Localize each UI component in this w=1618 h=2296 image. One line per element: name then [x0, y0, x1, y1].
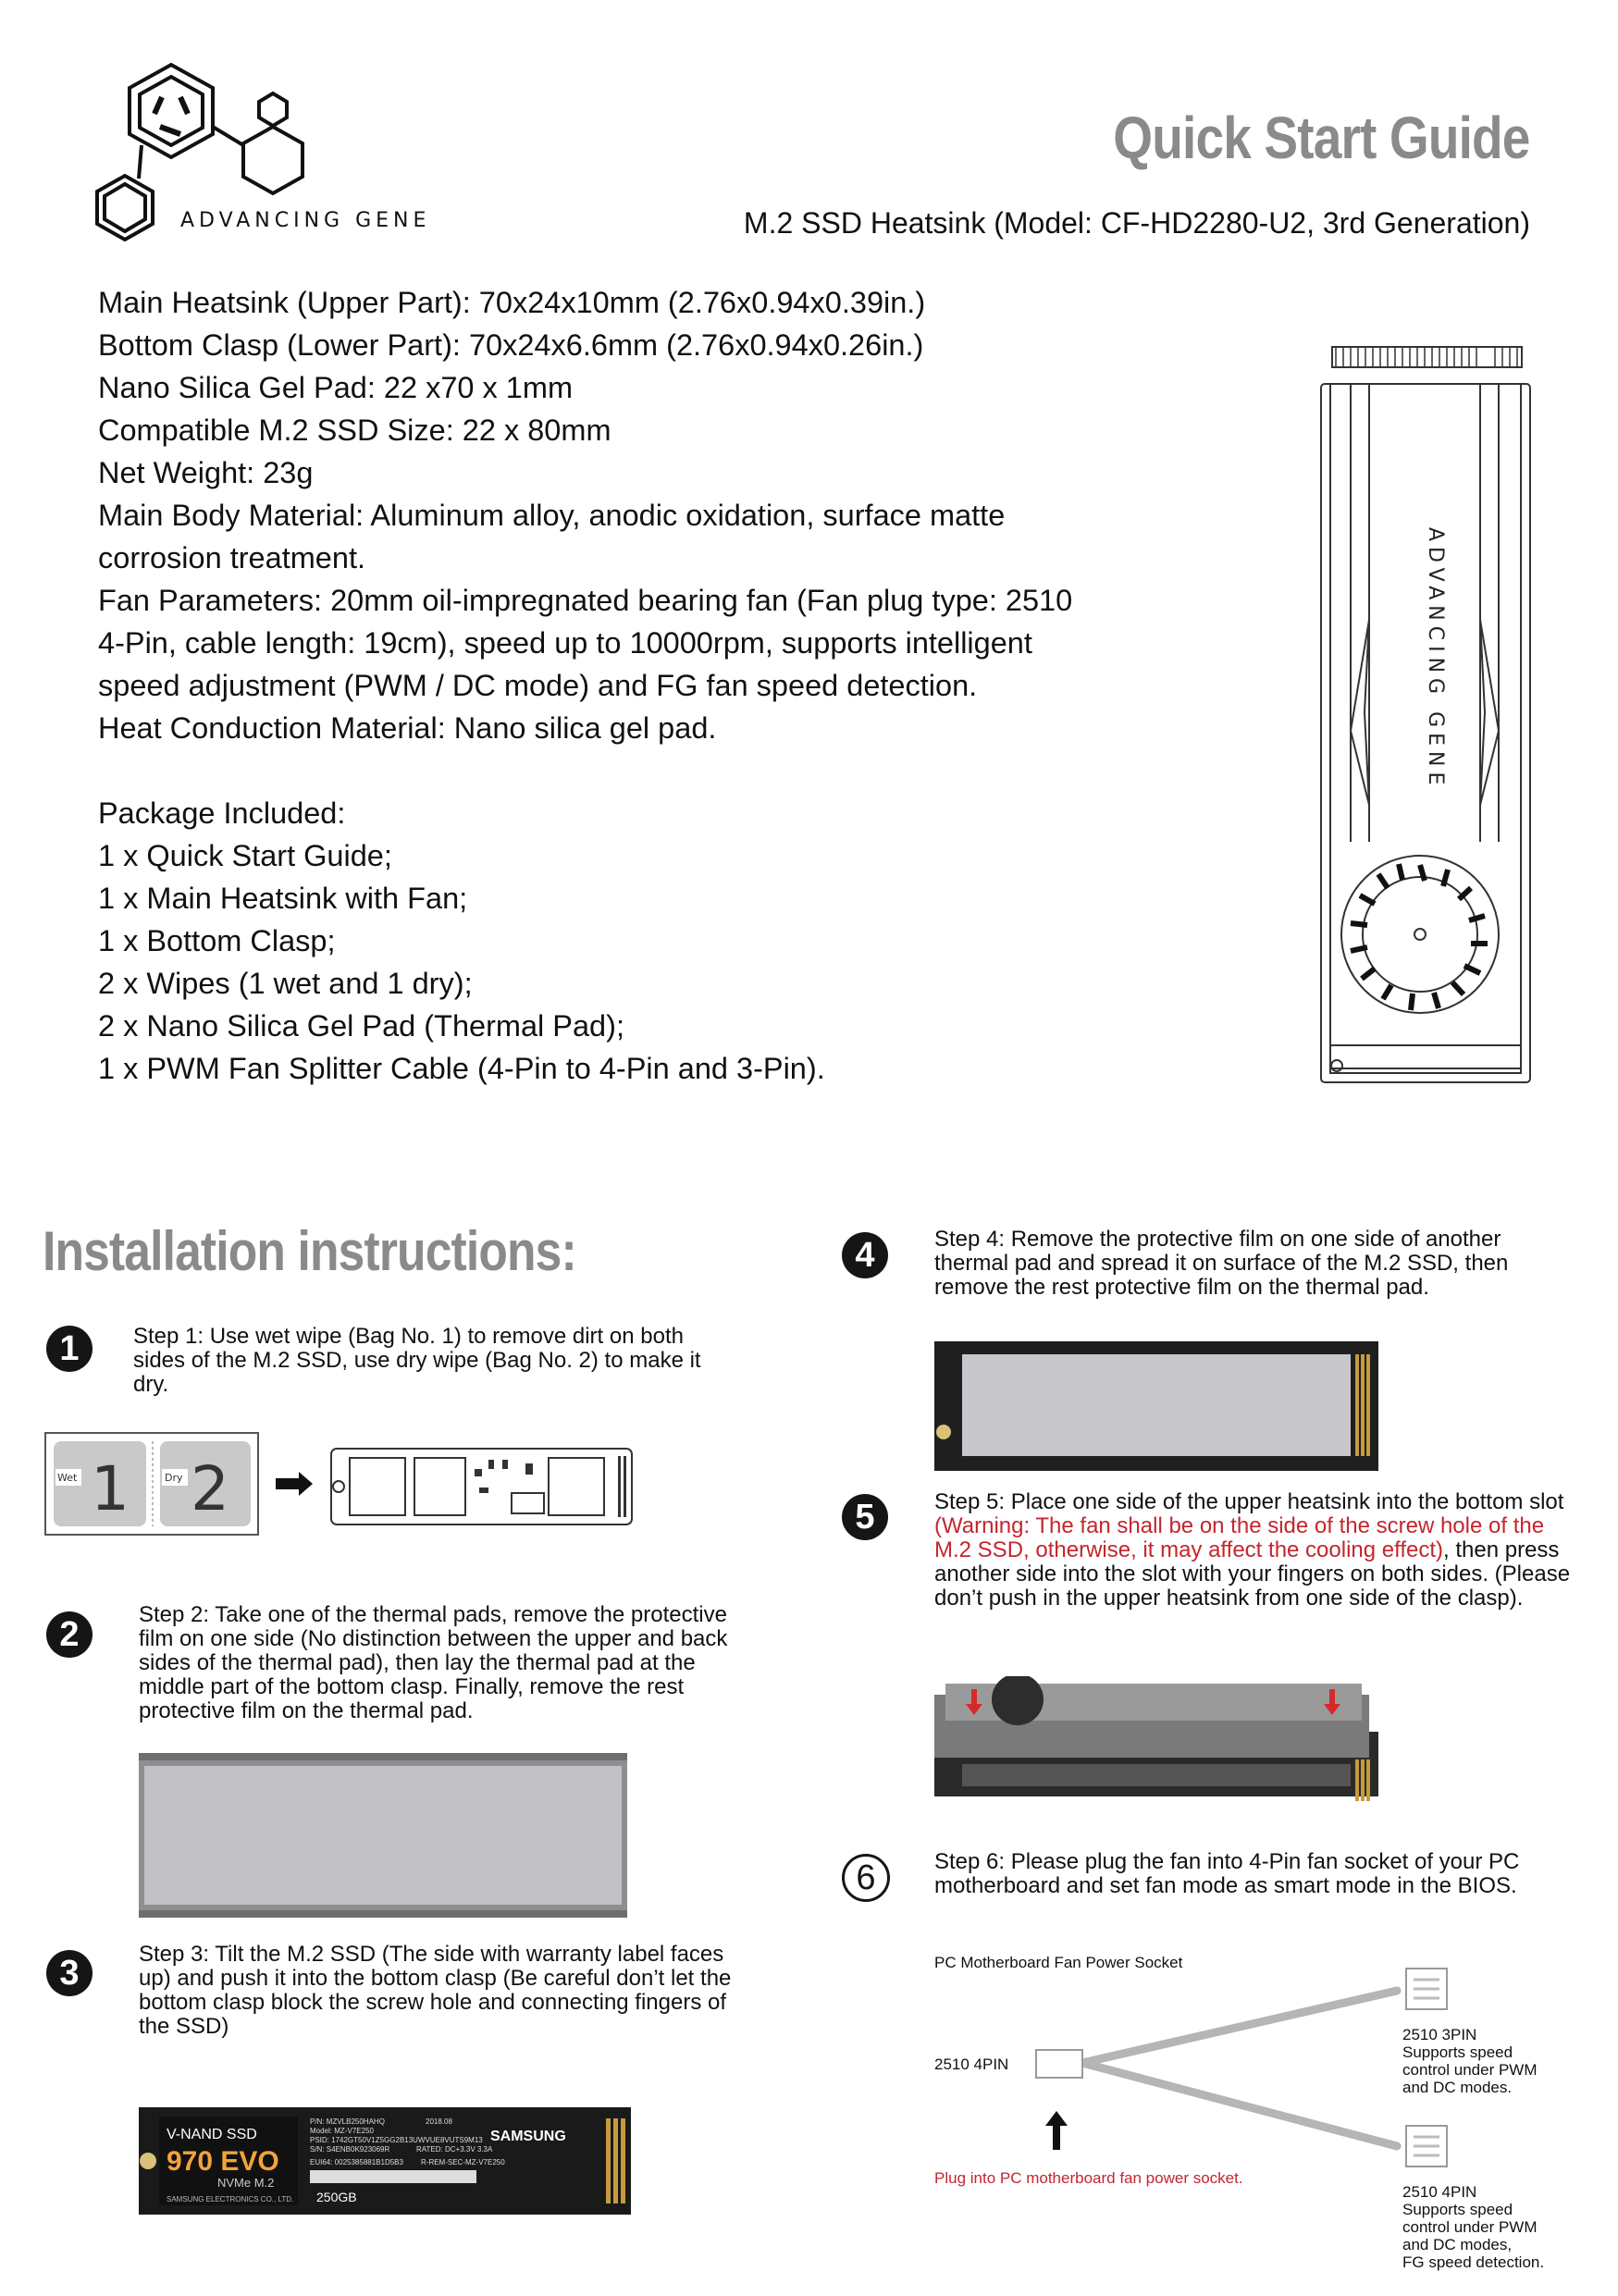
spec-line: Nano Silica Gel Pad: 22 x70 x 1mm: [98, 371, 574, 404]
spec-line: 4-Pin, cable length: 19cm), speed up to 10000rpm, supports intelligent: [98, 626, 1032, 660]
step-1-number: 1: [46, 1326, 93, 1372]
package-item: 1 x Quick Start Guide;: [98, 839, 392, 872]
package-item: 1 x Bottom Clasp;: [98, 924, 336, 957]
spec-line: Main Heatsink (Upper Part): 70x24x10mm (2.76x0.94x0.39in.): [98, 286, 926, 319]
out-3pin-line: and DC modes.: [1402, 2079, 1513, 2096]
step-2-text: Step 2: Take one of the thermal pads, remove the protective film on one side (No distinction between the upper and back sides of the thermal pad), then lay the thermal pad at the middle part of the bottom clasp. Finally, remove the rest protective film on the thermal pad.: [139, 1602, 728, 1723]
spec-line: Main Body Material: Aluminum alloy, anodic oxidation, surface matte: [98, 499, 1006, 532]
out-4pin-caption: [1402, 2183, 1544, 2271]
plug-4pin-connector: [1036, 2050, 1082, 2078]
ssd-eui: EUI64: 0025385881B1D5B3: [310, 2158, 403, 2166]
out-4pin-line: and DC modes,: [1402, 2236, 1513, 2253]
package-item: 2 x Wipes (1 wet and 1 dry);: [98, 967, 473, 1000]
spec-line: Heat Conduction Material: Nano silica gel pad.: [98, 711, 717, 745]
spec-line: corrosion treatment.: [98, 541, 366, 574]
wipe-wet-tag: Wet: [57, 1472, 78, 1484]
advancing-gene-logo: [88, 60, 523, 245]
out-3pin-line: control under PWM: [1402, 2061, 1538, 2079]
ssd-series-label: V-NAND SSD: [167, 2127, 257, 2142]
out-4pin-line: control under PWM: [1402, 2218, 1538, 2236]
package-item: 2 x Nano Silica Gel Pad (Thermal Pad);: [98, 1009, 624, 1043]
plug-instruction: Plug into PC motherboard fan power socket.: [934, 2169, 1243, 2187]
spec-line: Bottom Clasp (Lower Part): 70x24x6.6mm (2.76x0.94x0.26in.): [98, 328, 924, 362]
ssd-pn: P/N: MZVLB250HAHQ: [310, 2117, 385, 2126]
ssd-maker-label: SAMSUNG ELECTRONICS CO., LTD.: [167, 2195, 294, 2203]
ssd-rated: RATED: DC+3.3V 3.3A: [416, 2145, 493, 2154]
step-4-text: Step 4: Remove the protective film on one side of another thermal pad and spread it on surface of the M.2 SSD, then remove the rest protective film on the thermal pad.: [934, 1227, 1509, 1300]
step-5-warning: (Warning: The fan shall be on the side of the screw hole of the M.2 SSD, otherwise, it may affect the cooling effect): [934, 1513, 1545, 1562]
step-1-illustration: [44, 1432, 644, 1536]
heatsink-assembly-image: [934, 1676, 1378, 1815]
out-3pin-caption: [1402, 2026, 1538, 2096]
step-5-text-b: , then press another side into the slot with your fingers on both sides. (Please don’t push in the upper heatsink from one side of the clasp).: [934, 1537, 1571, 1611]
out-4pin-line: Supports speed: [1402, 2201, 1513, 2218]
installation-title: Installation instructions:: [43, 1220, 576, 1282]
step-5-number: 5: [842, 1494, 888, 1540]
ssd-model-label: 970 EVO: [167, 2146, 279, 2177]
brand-text: ADVANCING GENE: [180, 209, 431, 232]
step-4-number: 4: [842, 1232, 888, 1278]
out-4pin-title: 2510 4PIN: [1402, 2183, 1477, 2201]
ssd-date: 2018.08: [426, 2117, 452, 2126]
plug-label: 2510 4PIN: [934, 2055, 1009, 2073]
spec-line: Net Weight: 23g: [98, 456, 314, 489]
bottom-clasp-with-pad-image: [139, 1753, 627, 1918]
page-subtitle: M.2 SSD Heatsink (Model: CF-HD2280-U2, 3rd Generation): [743, 206, 1530, 240]
arrow-up-icon: [1045, 2111, 1068, 2150]
ssd-rem: R-REM-SEC-MZ-V7E250: [421, 2158, 505, 2166]
step-1-text: Step 1: Use wet wipe (Bag No. 1) to remove dirt on both sides of the M.2 SSD, use dry wipe (Bag No. 2) to make it dry.: [133, 1324, 701, 1397]
out-4pin-line: FG speed detection.: [1402, 2253, 1545, 2271]
spec-line: Compatible M.2 SSD Size: 22 x 80mm: [98, 414, 611, 447]
ssd-sn: S/N: S4ENB0K923069R: [310, 2145, 390, 2154]
ssd-psid: PSID: 1742GT50V1Z5GG2B13UWVUE8VUTS9M13: [310, 2136, 483, 2144]
heatsink-brand-text: ADVANCING GENE: [1424, 527, 1447, 791]
step-3-number: 3: [46, 1950, 93, 1996]
samsung-970-evo-ssd-image: [139, 2107, 631, 2215]
ssd-capacity-label: 250GB: [316, 2190, 357, 2204]
out-3pin-line: Supports speed: [1402, 2043, 1513, 2061]
step-5-text-a: Step 5: Place one side of the upper heatsink into the bottom slot: [934, 1489, 1564, 1514]
package-heading: Package Included:: [98, 796, 346, 830]
wipe-dry-tag: Dry: [165, 1472, 183, 1484]
step-3-text: Step 3: Tilt the M.2 SSD (The side with warranty label faces up) and push it into the bottom clasp (Be careful don’t let the bottom clasp block the screw hole and connecting fingers of the SSD): [139, 1942, 732, 2039]
spec-line: speed adjustment (PWM / DC mode) and FG fan speed detection.: [98, 669, 978, 702]
wipe-2-number: 2: [191, 1453, 229, 1524]
wipe-1-number: 1: [91, 1453, 130, 1524]
heatsink-drawing: [1314, 342, 1536, 1092]
out-3pin-title: 2510 3PIN: [1402, 2026, 1477, 2043]
step-6-text: Step 6: Please plug the fan into 4-Pin fan socket of your PC motherboard and set fan mode as smart mode in the BIOS.: [934, 1849, 1520, 1898]
page-title: Quick Start Guide: [1113, 105, 1530, 171]
step-5-text: [934, 1490, 1582, 1611]
specifications: [98, 281, 1245, 1090]
ssd-model-line: Model: MZ-V7E250: [310, 2127, 374, 2135]
ssd-brand-label: SAMSUNG: [490, 2129, 566, 2144]
socket-label: PC Motherboard Fan Power Socket: [934, 1954, 1183, 1971]
ssd-interface-label: NVMe M.2: [217, 2176, 275, 2190]
ssd-with-thermal-pad-image: [934, 1341, 1378, 1471]
step-6-number: 6: [842, 1854, 890, 1902]
package-item: 1 x Main Heatsink with Fan;: [98, 882, 468, 915]
step-2-number: 2: [46, 1611, 93, 1658]
arrow-right-icon: [276, 1472, 313, 1496]
package-item: 1 x PWM Fan Splitter Cable (4-Pin to 4-Pin and 3-Pin).: [98, 1052, 825, 1085]
spec-line: Fan Parameters: 20mm oil-impregnated bearing fan (Fan plug type: 2510: [98, 584, 1073, 617]
